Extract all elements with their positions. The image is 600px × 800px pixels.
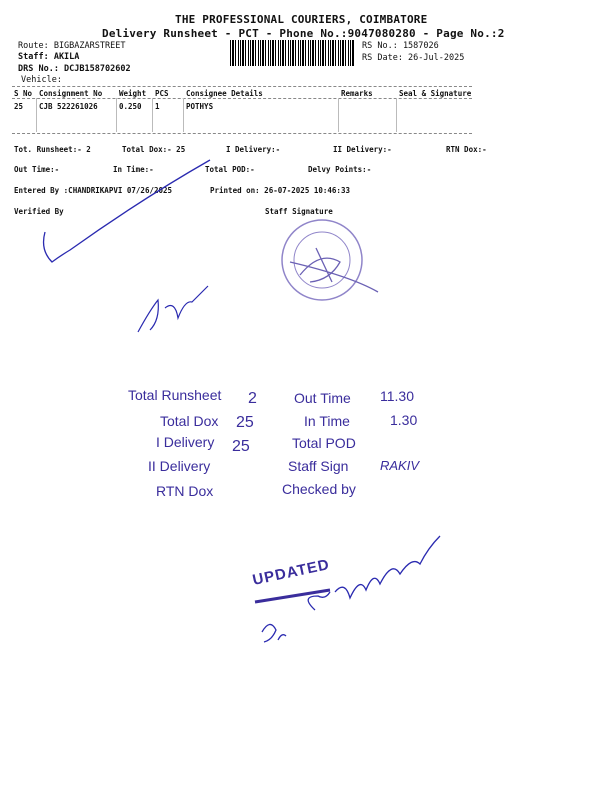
sheet-title: Delivery Runsheet - PCT - Phone No.:9047080280 - Page No.:2 — [102, 27, 505, 40]
handwritten-i-delivery-value: 25 — [232, 438, 250, 455]
tick-mark — [44, 160, 210, 262]
tot-runsheet: Tot. Runsheet:- 2 — [14, 145, 91, 154]
handwritten-dox-value: 25 — [236, 414, 254, 431]
table-cell-consignment: CJB 522261026 — [39, 102, 98, 111]
verified-by: Verified By — [14, 207, 64, 216]
col-pcs: PCS — [155, 89, 169, 98]
col-consignee: Consignee Details — [186, 89, 263, 98]
route-label: Route: BIGBAZARSTREET — [18, 41, 126, 51]
handwritten-out-time-value: 11.30 — [380, 388, 414, 404]
stamp-total-runsheet: Total Runsheet — [128, 387, 222, 403]
handwritten-runsheet-value: 2 — [248, 390, 257, 407]
staff-label: Staff: AKILA — [18, 52, 80, 62]
delvy-points: Delvy Points:- — [308, 165, 372, 174]
drs-label: DRS No.: DCJB158702602 — [18, 64, 131, 74]
stamp-total-pod: Total POD — [292, 435, 356, 451]
ii-delivery: II Delivery:- — [333, 145, 392, 154]
col-sno: S No — [14, 89, 33, 98]
stamp-i-delivery: I Delivery — [156, 434, 215, 450]
col-seal: Seal & Signature — [399, 89, 472, 98]
stamp-rtn-dox: RTN Dox — [156, 483, 214, 499]
printed-on: Printed on: 26-07-2025 10:46:33 — [210, 186, 350, 195]
rtn-dox: RTN Dox:- — [446, 145, 487, 154]
handwritten-in-time-value: 1.30 — [390, 412, 418, 428]
staff-signature-label: Staff Signature — [265, 207, 333, 216]
out-time: Out Time:- — [14, 165, 60, 174]
table-cell-sno: 25 — [14, 102, 24, 111]
rs-date: RS Date: 26-Jul-2025 — [362, 53, 465, 63]
col-weight: Weight — [119, 89, 147, 98]
stamp-total-dox: Total Dox — [160, 413, 219, 429]
table-cell-pcs: 1 — [155, 102, 160, 111]
stamp-out-time: Out Time — [294, 390, 351, 406]
total-dox: Total Dox:- 25 — [122, 145, 186, 154]
col-remarks: Remarks — [341, 89, 373, 98]
initials-signature — [138, 286, 208, 332]
entered-by: Entered By :CHANDRIKAPVI 07/26/2025 — [14, 186, 173, 195]
col-consignment: Consignment No — [39, 89, 103, 98]
table-cell-consignee: POTHYS — [186, 102, 214, 111]
vehicle-label: Vehicle: — [21, 75, 62, 85]
rs-number: RS No.: 1587026 — [362, 41, 439, 51]
stamp-checked-by: Checked by — [282, 481, 356, 497]
stamp-staff-sign: Staff Sign — [288, 458, 349, 474]
table-cell-weight: 0.250 — [119, 102, 142, 111]
total-pod: Total POD:- — [205, 165, 255, 174]
bottom-signature — [262, 536, 440, 642]
handwritten-staff-sign-value: RAKIV — [380, 458, 420, 473]
stamp-ii-delivery: II Delivery — [148, 458, 211, 474]
in-time: In Time:- — [113, 165, 154, 174]
company-seal — [282, 220, 378, 300]
stamp-in-time: In Time — [304, 413, 350, 429]
updated-stamp: UPDATED — [251, 556, 332, 589]
company-title: THE PROFESSIONAL COURIERS, COIMBATORE — [175, 13, 428, 26]
i-delivery: I Delivery:- — [226, 145, 281, 154]
bottom-signature-text — [300, 610, 306, 611]
